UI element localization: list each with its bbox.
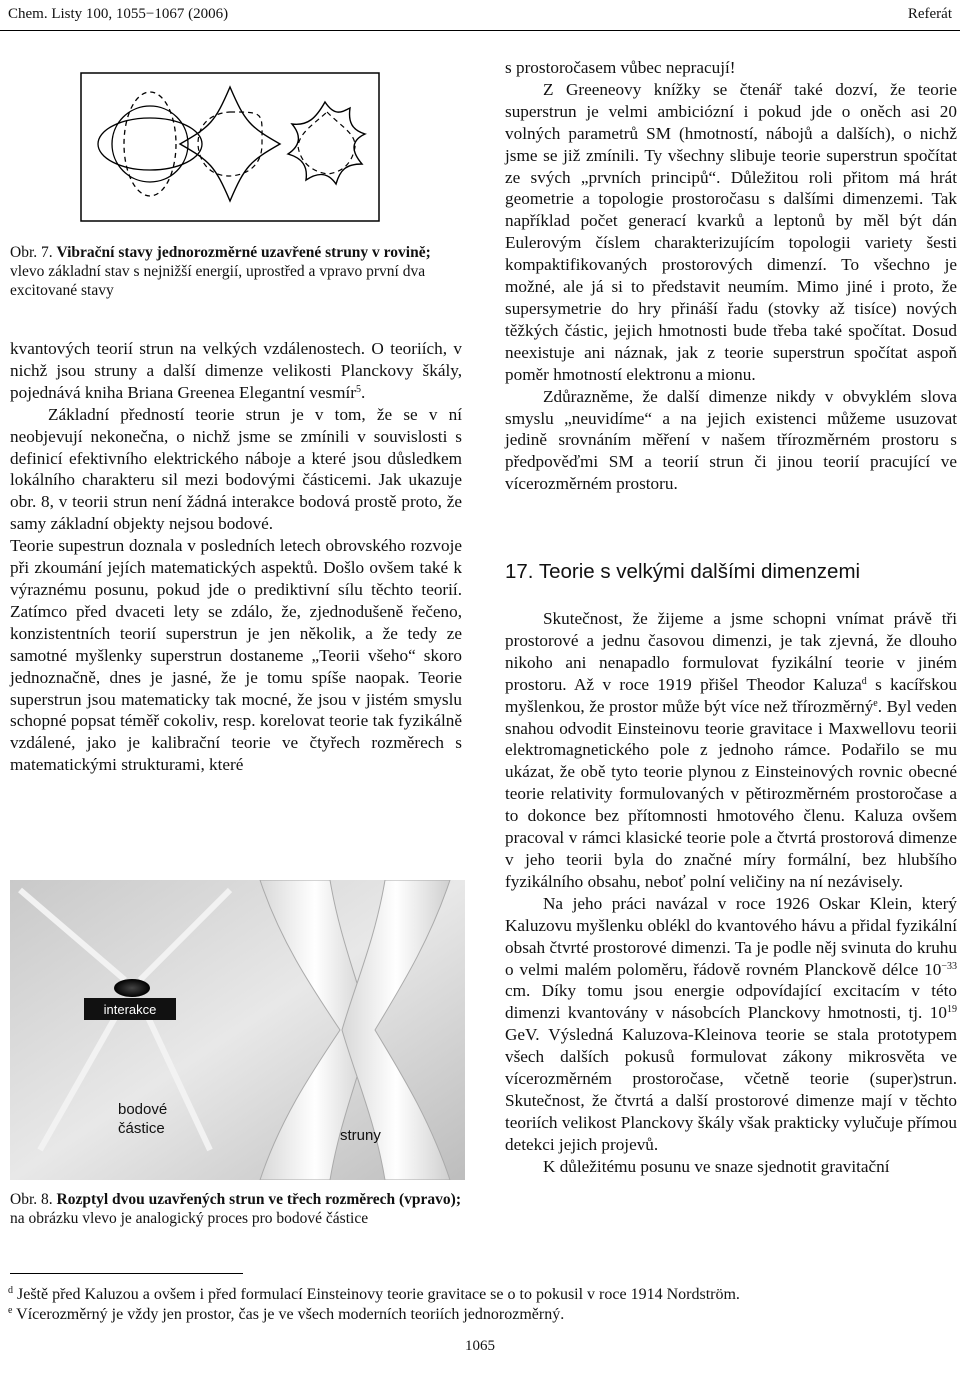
section-heading: 17. Teorie s velkými dalšími dimenzemi bbox=[505, 560, 861, 583]
point-particles-label-1: bodové bbox=[118, 1101, 168, 1118]
paragraph: K důležitému posunu ve snaze sjednotit gravitační bbox=[543, 1156, 890, 1176]
second-excited-string bbox=[288, 102, 365, 184]
paragraph: Na jeho práci navázal v roce 1926 Oskar Klein, který Kaluzovu myšlenku oblékl do kvantového hávu a přidal fyzikální obsah čtvrté prostorové dimenzi. Ta je podle něj svinuta do kruhu o velmi malém poloměru, řádově rovném Planckově délce $10^{-33}$ cm. Díky tomu jsou energie odpovídající excitacím v této dimenzi kvantovány v násobcích Planckovy hmotnosti, tj. $10^{19}$ GeV. Výsledná Kaluzova-Kleinova teorie se stala prototypem všech dalších pokusů formulovat zákony mikrosvěta ve vícerozměrném prostoročase, včetně teorie (super)strun. Skutečnost, že čtvrtá a další prostorové dimenze mají v těchto teoriích velikost Planckovy škály však prakticky vylučuje přímou detekci jejich projevů. bbox=[505, 893, 957, 1154]
figure-8-drawing bbox=[10, 880, 465, 1180]
journal-header: Chem. Listy 100, 1055−1067 (2006) bbox=[8, 6, 229, 22]
figure-7-drawing bbox=[80, 72, 380, 222]
figure-7-caption: Obr. 7. Vibrační stavy jednorozměrné uzavřené struny v rovině; vlevo základní stav s nejnižší energií, uprostřed a vpravo první dva excitované stavy bbox=[10, 244, 431, 299]
paragraph: kvantových teorií strun na velkých vzdálenostech. O teoriích, v nichž jsou struny a další dimenze velikosti Planckovy škály, pojednává kniha Briana Greenea Elegantní vesmír$^5$. bbox=[10, 339, 462, 402]
paragraph: Z Greeneovy knížky se čtenář také dozví, že teorie superstrun je velmi ambiciózní i pokud jde o oněch asi 20 volných parametrů SM (hmotností, nábojů a dalších), o nichž jsme se již zmínili. Ty všechny slibuje teorie superstrun spočítat ze svých „prvních principů“. Důležitou roli přitom má hrát geometrie a topologie prostoročasu s dalšími dimenzemi. Tak například počet generací kvarků a leptonů by měl být dán Eulerovým číslem charakterizujícím topologii variety šesti kompaktifikovaných prostorových dimenzí. To všechno je možné, ale já si to představit neumím. Mimo jiné i proto, že supersymetrie do hry přináší řadu (stovky až tisíce) nových těžkých částic, jejich hmotnosti bude třeba také spočítat. Dosud neexistuje ani náznak, jak z teorie superstrun spočítat aspoň poměr hmotností elektronu a mionu. bbox=[505, 79, 957, 384]
article-type: Referát bbox=[907, 6, 952, 22]
figure-8-caption: Obr. 8. Rozptyl dvou uzavřených strun ve třech rozměrech (vpravo); na obrázku vlevo je analogický proces pro bodové částice bbox=[10, 1191, 462, 1227]
strings-label: struny bbox=[340, 1127, 381, 1144]
page-number: 1065 bbox=[465, 1338, 495, 1354]
figure-7 bbox=[80, 72, 380, 227]
interaction-label: interakce bbox=[103, 1002, 157, 1017]
paragraph: Skutečnost, že žijeme a jsme schopni vnímat právě tři prostorové a jednu časovou dimenzi, je tak zjevná, že dlouho nikoho ani nenapadlo formulovat fyzikální teorie v jiném prostoru. Až v roce 1919 přišel Theodor Kaluza$^d$ s kacířskou myšlenkou, že prostor může být více než třírozměrný$^e$. Byl veden snahou odvodit Einsteinovu teorie gravitace i Maxwellovu teorii elektromagnetického pole z jednoho rámce. Podařilo se mu ukázat, že obě tyto teorie plynou z Einsteinových rovnic obecné teorie relativity formulovaných v pětirozměrném prostoročase a to dokonce bez přítomnosti hmotového členu. Kaluza ovšem pracoval v rámci klasické teorie pole a čtvrtá prostorová dimenze v jeho teorii byla do značné míry formální, bez hlubšího fyzikálního obsahu, neboť polní veličiny na ní nezávisely. bbox=[505, 609, 958, 891]
footnote-ref-e[interactable]: e bbox=[873, 697, 878, 709]
interaction-vertex bbox=[114, 979, 150, 997]
first-excited-string bbox=[180, 87, 280, 201]
left-column bbox=[10, 338, 462, 776]
figure-7-frame bbox=[81, 73, 379, 221]
right-column-bottom bbox=[505, 608, 957, 1178]
right-column-top bbox=[505, 57, 957, 495]
paragraph: Základní předností teorie strun je v tom, že se v ní neobjevují nekonečna, o nichž jsme se zmínili v souvislosti s definicí efektivního elektrického náboje a které jsou důsledkem lokálního charakteru sil mezi bodovými částicemi. Jak ukazuje obr. 8, v teorii strun není žádná interakce bodová prostě proto, že samy základní objekty nejsou bodové. bbox=[10, 404, 462, 534]
footnote-d: $^d$ Ještě před Kaluzou a ovšem i před formulací Einsteinovy teorie gravitace se o to pokusil v roce 1914 Nordström. bbox=[8, 1285, 740, 1303]
figure-8 bbox=[10, 880, 465, 1185]
footnote-rule bbox=[10, 1273, 243, 1274]
paragraph: Zdůrazněme, že další dimenze nikdy v obvyklém slova smyslu „neuvidíme“ a na jejich existenci můžeme usuzovat jedině srovnáním měření v našem třírozměrném prostoru s předpověďmi SM a teorií strun či jinou teorií pracující ve vícerozměrném prostoru. bbox=[505, 386, 957, 494]
footnote-e: $^e$ Vícerozměrný je vždy jen prostor, čas je ve všech moderních teoriích jednorozměrný. bbox=[8, 1305, 565, 1323]
ground-state-string bbox=[98, 92, 202, 196]
paragraph: s prostoročasem vůbec nepracují! bbox=[505, 58, 736, 77]
point-particles-label-2: částice bbox=[118, 1120, 165, 1137]
footnote-ref-d[interactable]: d bbox=[861, 675, 867, 687]
paragraph: Teorie supestrun doznala v posledních letech obrovského rozvoje při zkoumání jejích matematických aspektů. Došlo ovšem také k výraznému posunu, pokud jde o prediktivní sílu těchto teorií. Zatímco před dvaceti lety se zdálo, že, zjednodušeně řečeno, konzistentních teorií superstrun je jen několik, a že tedy ze samotné myšlenky superstrun dostaneme „Teorii všeho“ skoro jednoznačně, dnes je jasné, že je tomu spíše naopak. Teorie superstrun jsou matematicky tak mocné, že jsou v jistém smyslu schopné popsat téměř cokoliv, resp. korelovat teorie tak fyzikálně vzdálené, jako je kalibrační teorie ve čtyřech rozměrech s matematickými strukturami, které bbox=[10, 536, 462, 775]
header-rule bbox=[0, 30, 960, 31]
